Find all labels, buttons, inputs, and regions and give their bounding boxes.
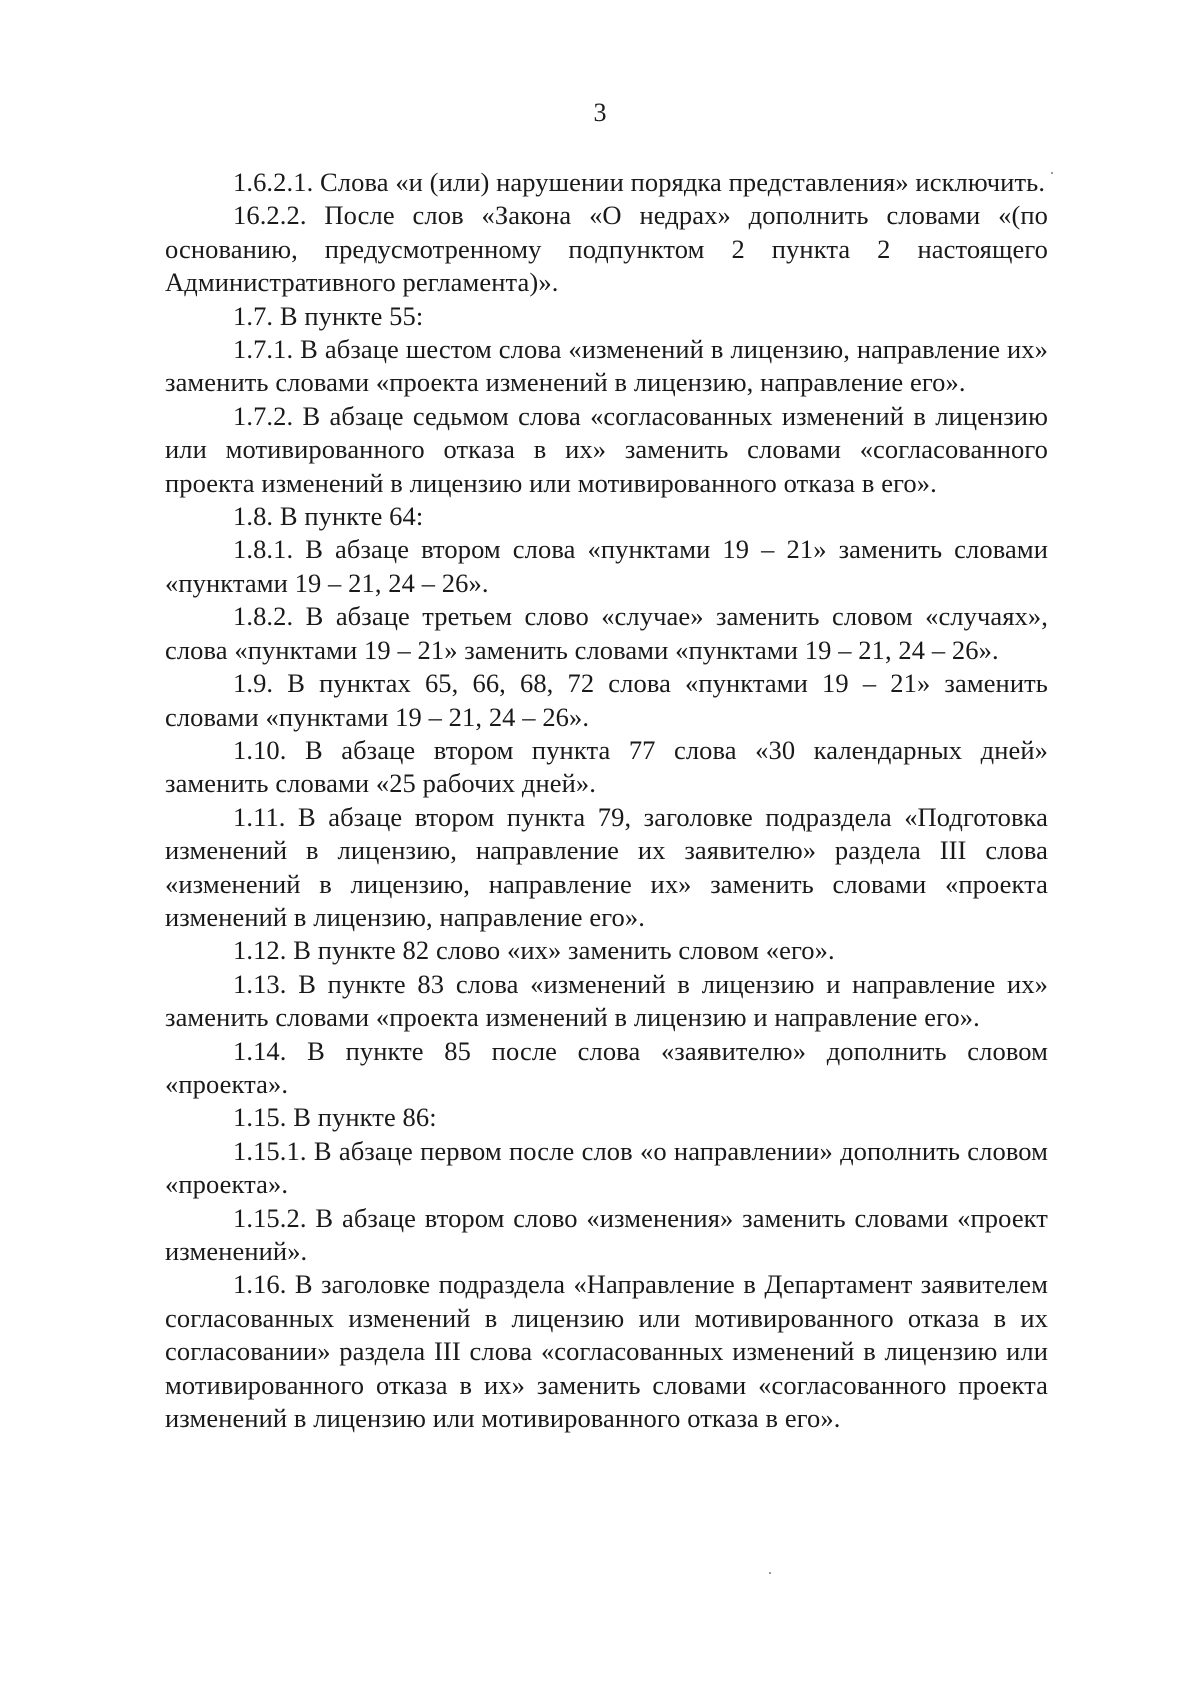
scan-speck [1051,172,1053,174]
scan-speck [769,1572,771,1574]
page-number: 3 [593,98,607,127]
paragraph-1-14: 1.14. В пункте 85 после слова «заявителю» дополнить словом «проекта». [165,1035,1048,1099]
paragraph-1-8-2: 1.8.2. В абзаце третьем слово «случае» заменить словом «случаях», слова «пунктами 19 – 21» заменить словами «пунктами 19 – 21, 24 – 26». [165,601,1048,665]
paragraph-1-6-2-1: 1.6.2.1. Слова «и (или) нарушении порядка представления» исключить. [233,167,1046,197]
paragraph-1-15: 1.15. В пункте 86: [233,1102,437,1133]
paragraph-1-8-1: 1.8.1. В абзаце втором слова «пунктами 19 – 21» заменить словами «пунктами 19 – 21, 24 – 26». [165,534,1048,598]
paragraph-1-7: 1.7. В пункте 55: [233,300,424,331]
document-body [165,166,1048,1435]
paragraph-16-2-2: 16.2.2. После слов «Закона «О недрах» дополнить словами «(по основанию, предусмотренному подпунктом 2 пункта 2 настоящего Административного регламента)». [165,200,1048,298]
paragraph-1-12: 1.12. В пункте 82 слово «их» заменить словом «его». [233,935,835,966]
paragraph-1-7-1: 1.7.1. В абзаце шестом слова «изменений в лицензию, направление их» заменить словами «проекта изменений в лицензию, направление его». [165,334,1048,398]
paragraph-1-15-1: 1.15.1. В абзаце первом после слов «о направлении» дополнить словом «проекта». [165,1135,1048,1200]
paragraph-1-16: 1.16. В заголовке подраздела «Направление в Департамент заявителем согласованных изменений в лицензию или мотивированного отказа в их согласовании» раздела III слова «согласованных изменений в лицензию или мотивированного отказа в их» заменить словами «согласованного проекта изменений в лицензию или мотивированного отказа в его». [165,1269,1048,1434]
paragraph-1-15-2: 1.15.2. В абзаце втором слово «изменения» заменить словами «проект изменений». [165,1202,1048,1266]
paragraph-1-9: 1.9. В пунктах 65, 66, 68, 72 слова «пунктами 19 – 21» заменить словами «пунктами 19 – 21, 24 – 26». [165,668,1048,732]
paragraph-1-13: 1.13. В пункте 83 слова «изменений в лицензию и направление их» заменить словами «проекта изменений в лицензию и направление его». [165,968,1048,1033]
paragraph-1-8: 1.8. В пункте 64: [233,501,424,532]
paragraph-1-11: 1.11. В абзаце втором пункта 79, заголовке подраздела «Подготовка изменений в лицензию, направление их заявителю» раздела III слова «изменений в лицензию, направление их» заменить словами «проекта изменений в лицензию, направление его». [165,801,1048,932]
paragraph-1-7-2: 1.7.2. В абзаце седьмом слова «согласованных изменений в лицензию или мотивированного отказа в их» заменить словами «согласованного проекта изменений в лицензию или мотивированного отказа в его». [165,400,1048,498]
paragraph-1-10: 1.10. В абзаце втором пункта 77 слова «30 календарных дней» заменить словами «25 рабочих дней». [165,734,1048,799]
